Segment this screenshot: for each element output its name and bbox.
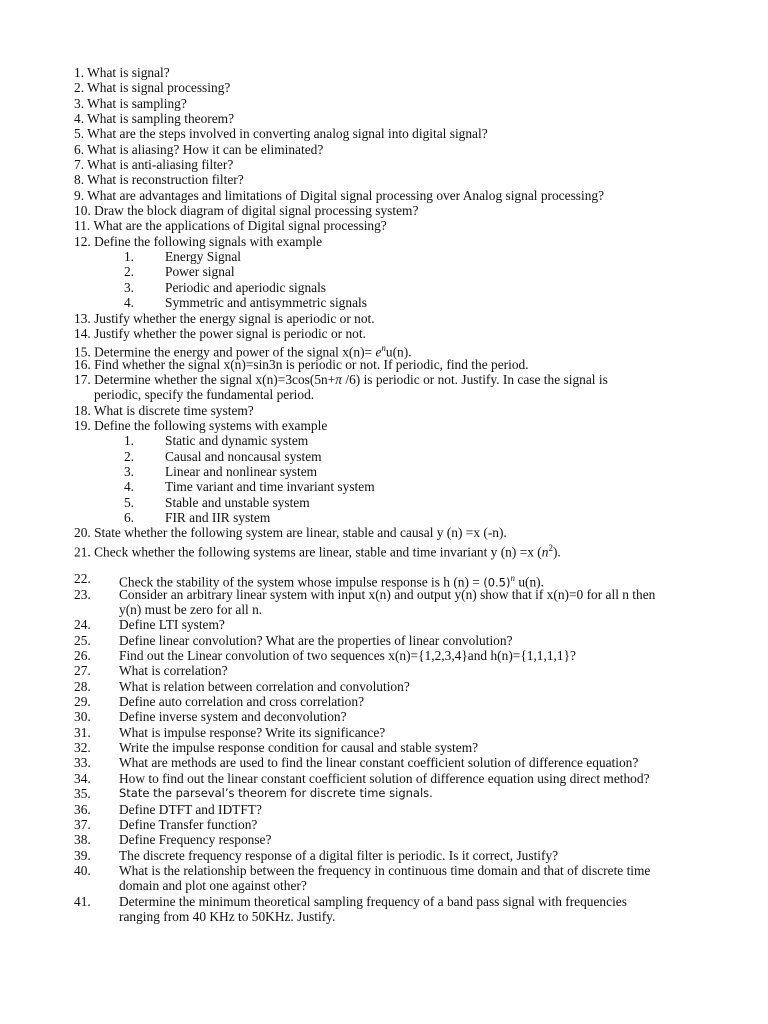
question-33: 33. What are methods are used to find the linear constant coefficient solution of difference equation? bbox=[74, 755, 639, 771]
question-38: 38. Define Frequency response? bbox=[74, 832, 272, 848]
question-24: 24. Define LTI system? bbox=[74, 617, 225, 633]
question-2: 2. What is signal processing? bbox=[74, 80, 231, 96]
question-37: 37. Define Transfer function? bbox=[74, 816, 258, 832]
question-list bbox=[74, 65, 694, 924]
question-41: 41. Determine the minimum theoretical sampling frequency of a band pass signal with frequencies bbox=[74, 893, 627, 909]
question-19-item-4: 4. Time variant and time invariant system bbox=[123, 479, 375, 495]
question-34: 34. How to find out the linear constant coefficient solution of difference equation using direct method? bbox=[74, 770, 650, 786]
question-19: 19. Define the following systems with example bbox=[74, 417, 328, 433]
question-4: 4. What is sampling theorem? bbox=[74, 111, 235, 127]
question-19-item-5: 5. Stable and unstable system bbox=[123, 494, 310, 510]
question-39: 39. The discrete frequency response of a digital filter is periodic. Is it correct, Justify? bbox=[74, 847, 559, 863]
question-17: 17. Determine whether the signal x(n)=3cos(5n+π /6) is periodic or not. Justify. In case the signal is bbox=[74, 371, 608, 387]
question-18: 18. What is discrete time system? bbox=[74, 402, 254, 418]
question-40: 40. What is the relationship between the frequency in continuous time domain and that of discrete time bbox=[74, 862, 651, 878]
question-12: 12. Define the following signals with example bbox=[74, 233, 323, 249]
question-3: 3. What is sampling? bbox=[74, 95, 187, 111]
question-11: 11. What are the applications of Digital signal processing? bbox=[74, 218, 387, 234]
question-20: 20. State whether the following system are linear, stable and causal y (n) =x (-n). bbox=[74, 525, 507, 541]
question-41-continued: ranging from 40 KHz to 50KHz. Justify. bbox=[119, 908, 336, 924]
question-6: 6. What is aliasing? How it can be eliminated? bbox=[74, 141, 324, 157]
question-19-item-3: 3. Linear and nonlinear system bbox=[123, 463, 318, 479]
question-19-item-1: 1. Static and dynamic system bbox=[123, 433, 309, 449]
question-16: 16. Find whether the signal x(n)=sin3n is periodic or not. If periodic, find the period. bbox=[74, 356, 529, 372]
question-30: 30. Define inverse system and deconvolution? bbox=[74, 709, 347, 725]
question-12-item-4: 4. Symmetric and antisymmetric signals bbox=[123, 295, 367, 311]
question-19-item-2: 2. Causal and noncausal system bbox=[123, 448, 322, 464]
question-23: 23. Consider an arbitrary linear system with input x(n) and output y(n) show that if x(n)=0 for all n then bbox=[74, 586, 656, 602]
question-31: 31. What is impulse response? Write its significance? bbox=[74, 724, 386, 740]
question-36: 36. Define DTFT and IDTFT? bbox=[74, 801, 262, 817]
question-8: 8. What is reconstruction filter? bbox=[74, 172, 244, 188]
question-35: 35. State the parseval’s theorem for discrete time signals. bbox=[74, 786, 433, 802]
question-32: 32. Write the impulse response condition for causal and stable system? bbox=[74, 740, 479, 756]
question-26: 26. Find out the Linear convolution of two sequences x(n)={1,2,3,4}and h(n)={1,1,1,1}? bbox=[74, 648, 576, 664]
question-1: 1. What is signal? bbox=[74, 65, 170, 80]
question-7: 7. What is anti-aliasing filter? bbox=[74, 157, 234, 173]
question-14: 14. Justify whether the power signal is periodic or not. bbox=[74, 325, 366, 341]
question-27: 27. What is correlation? bbox=[74, 663, 228, 679]
question-25: 25. Define linear convolution? What are the properties of linear convolution? bbox=[74, 632, 513, 648]
question-22: 22. Check the stability of the system whose impulse response is h $(n) = (0.5)^n$ u(n). bbox=[74, 571, 544, 590]
question-5: 5. What are the steps involved in converting analog signal into digital signal? bbox=[74, 126, 488, 142]
question-9: 9. What are advantages and limitations of Digital signal processing over Analog signal processing? bbox=[74, 187, 605, 203]
question-40-continued: domain and plot one against other? bbox=[119, 878, 307, 894]
question-29: 29. Define auto correlation and cross correlation? bbox=[74, 694, 365, 710]
question-15: 15. Determine the energy and power of the signal $x(n)= e^nu(n)$. bbox=[74, 343, 412, 360]
question-12-item-2: 2. Power signal bbox=[123, 264, 235, 280]
question-23-continued: y(n) must be zero for all n. bbox=[119, 602, 263, 618]
question-10: 10. Draw the block diagram of digital signal processing system? bbox=[74, 203, 419, 219]
question-19-item-6: 6. FIR and IIR system bbox=[123, 509, 271, 525]
question-12-item-3: 3. Periodic and aperiodic signals bbox=[123, 279, 327, 295]
question-28: 28. What is relation between correlation and convolution? bbox=[74, 678, 410, 694]
question-17-continued: periodic, specify the fundamental period. bbox=[94, 387, 315, 403]
question-12-item-1: 1. Energy Signal bbox=[123, 249, 241, 265]
question-13: 13. Justify whether the energy signal is aperiodic or not. bbox=[74, 310, 375, 326]
question-21: 21. Check whether the following systems are linear, stable and time invariant y (n) =x $(n^2)$. bbox=[74, 542, 561, 560]
